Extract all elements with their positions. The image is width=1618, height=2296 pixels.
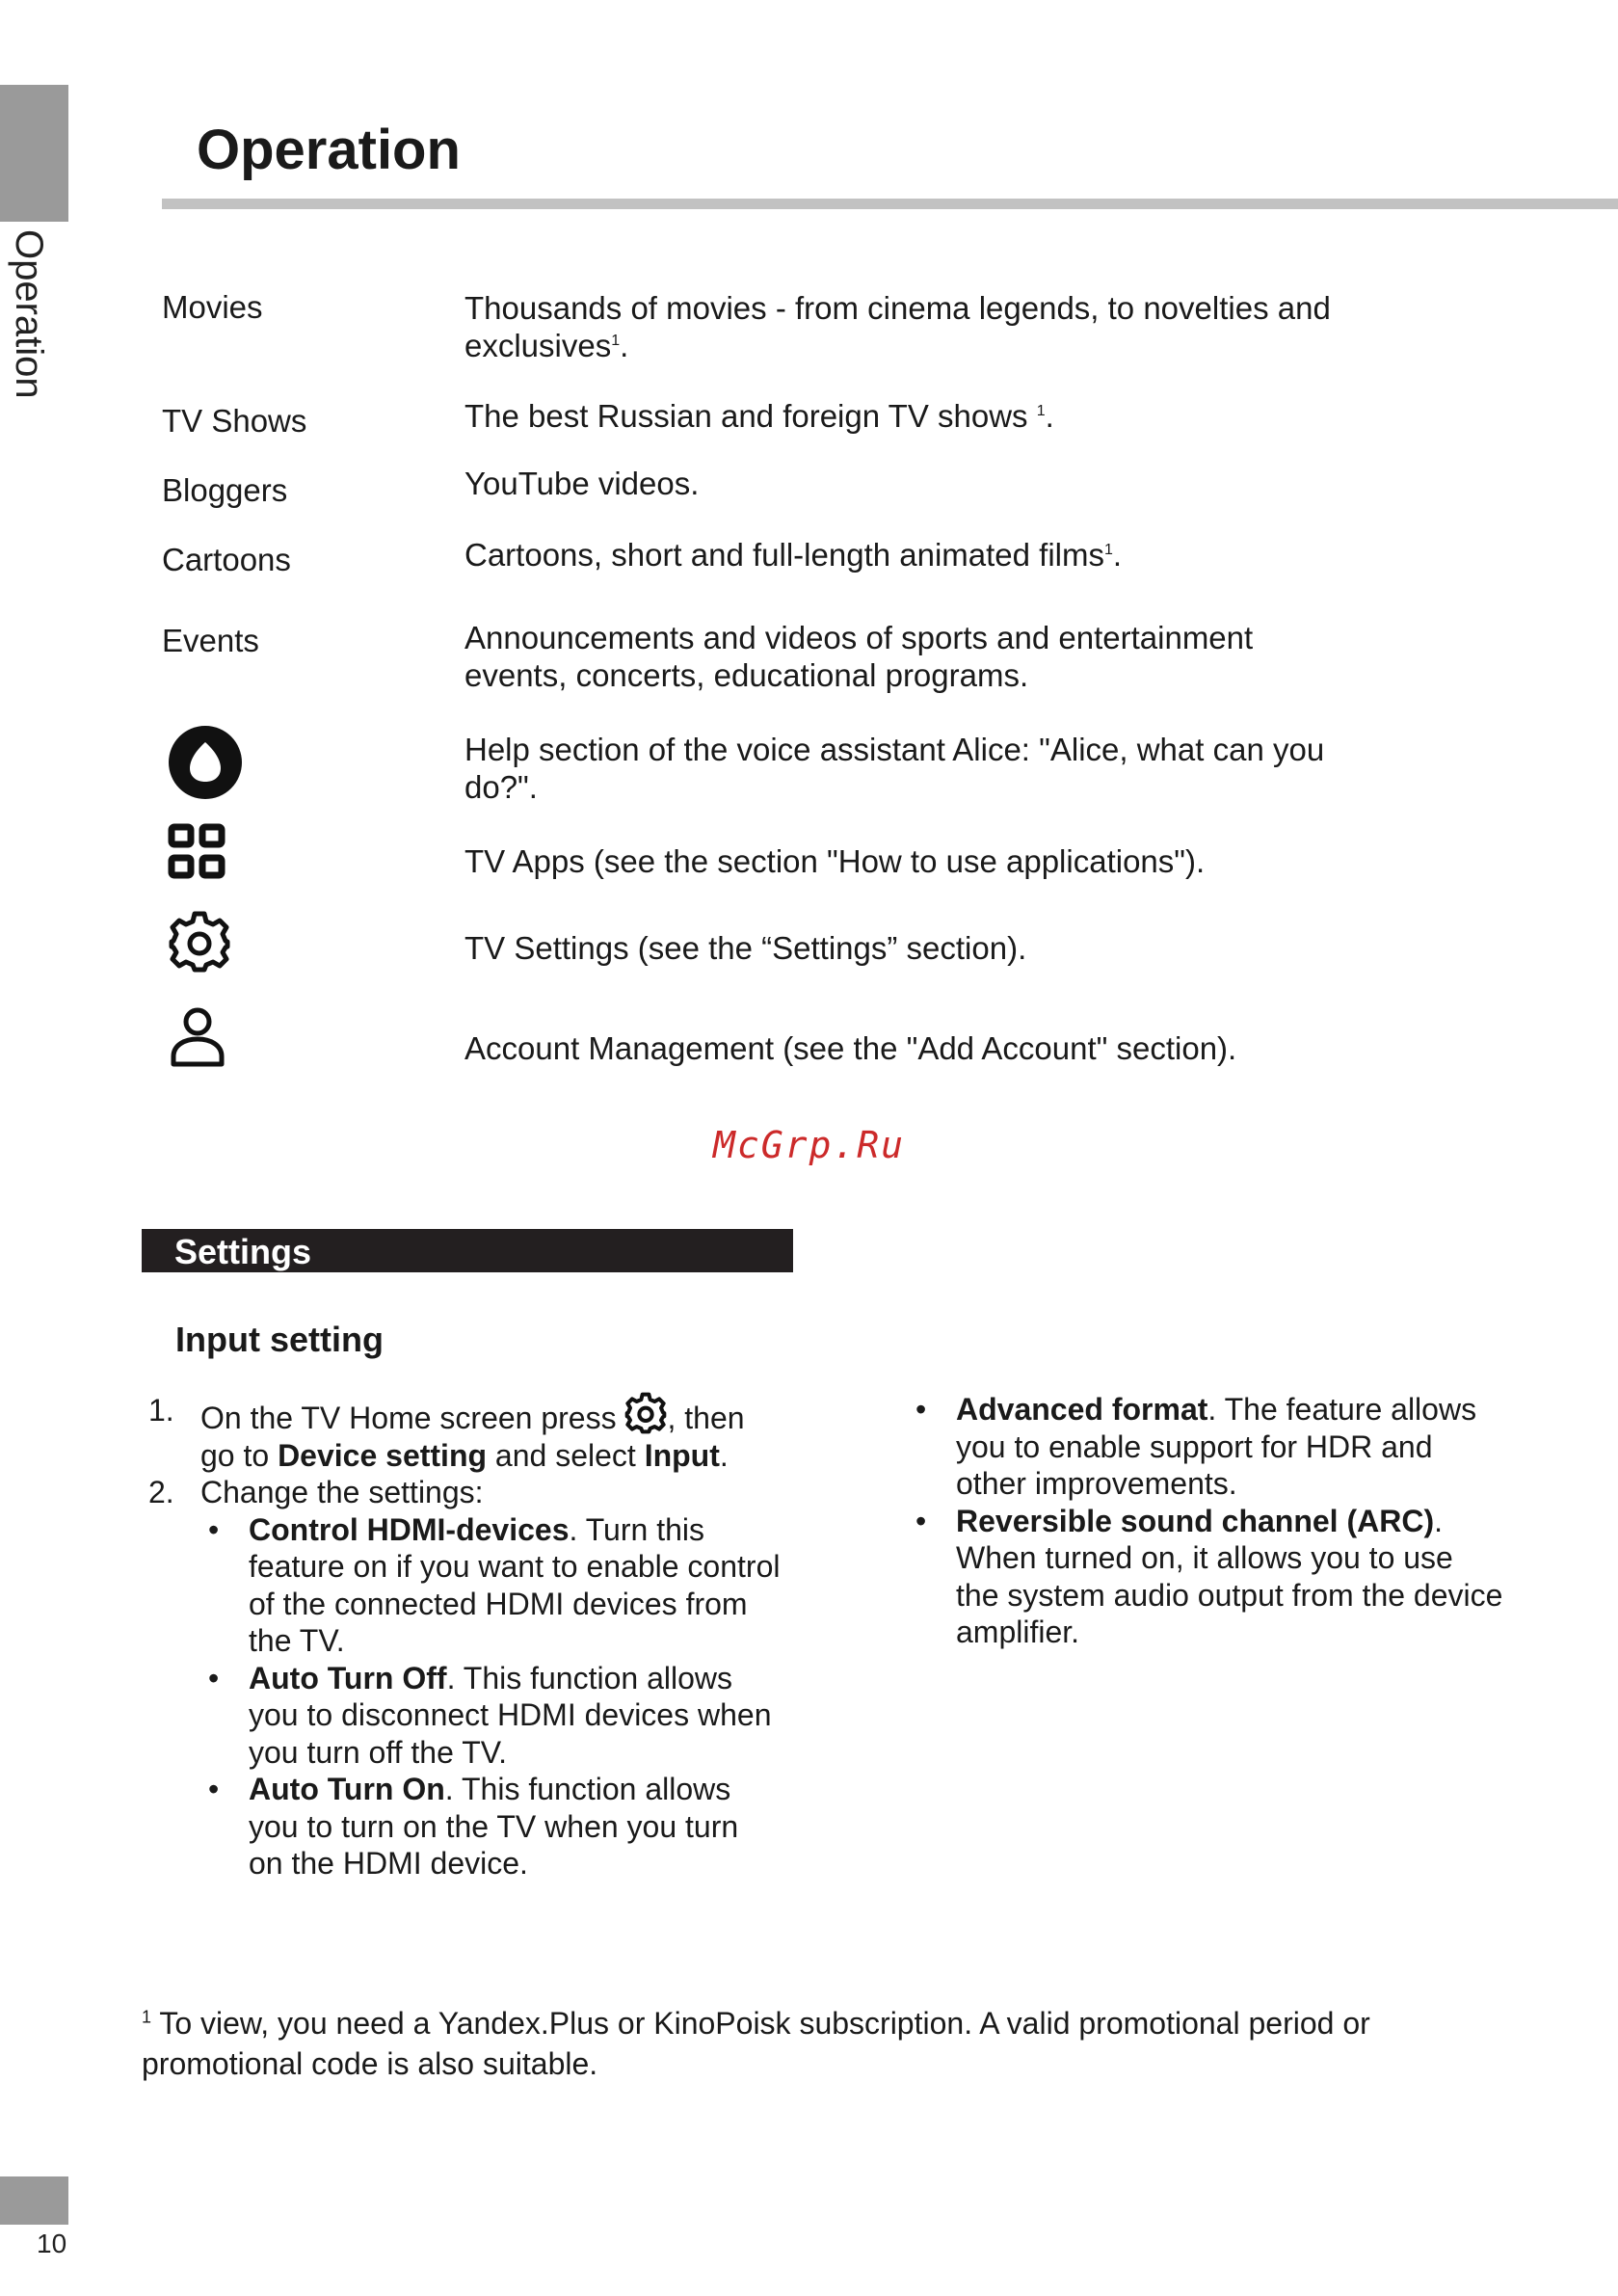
menu-term: TV Shows — [162, 403, 307, 439]
settings-header-band — [142, 1229, 793, 1272]
menu-desc: YouTube videos. — [464, 466, 700, 501]
step-2: 2. Change the settings: — [148, 1475, 484, 1509]
menu-term: Movies — [162, 289, 263, 325]
menu-term: Events — [162, 623, 259, 658]
bullet-auto-turn-off: • Auto Turn Off. This function allows you to disconnect HDMI devices when you turn off the TV. — [208, 1660, 772, 1770]
menu-term: Bloggers — [162, 472, 288, 508]
title-divider — [162, 199, 1618, 209]
page-number-marker — [0, 2176, 68, 2225]
bullet-auto-turn-on: • Auto Turn On. This function allows you to turn on the TV when you turn on the HDMI device. — [208, 1772, 739, 1881]
gear-icon — [624, 1392, 667, 1434]
apps-grid-icon — [168, 823, 227, 886]
watermark: McGrp.Ru — [712, 1124, 906, 1166]
gear-icon — [168, 910, 231, 978]
bullet-advanced-format: • Advanced format. The feature allows you to enable support for HDR and other improvements. — [915, 1392, 1477, 1501]
side-tab-marker — [0, 85, 68, 222]
icon-desc: TV Settings (see the “Settings” section). — [464, 930, 1027, 966]
side-tab-label: Operation — [8, 229, 50, 399]
settings-header: Settings — [174, 1232, 312, 1271]
menu-desc: Announcements and videos of sports and entertainment events, concerts, educational programs. — [464, 620, 1254, 693]
menu-desc: Thousands of movies - from cinema legends, to novelties and exclusives$^1$. — [464, 290, 1331, 363]
input-setting-heading: Input setting — [175, 1320, 384, 1359]
icon-desc: Help section of the voice assistant Alice: "Alice, what can you do?". — [464, 732, 1325, 805]
page-title: Operation — [197, 119, 461, 181]
footnote: $^1$ To view, you need a Yandex.Plus or KinoPoisk subscription. A valid promotional period or promotional code is also suitable. — [142, 2006, 1370, 2081]
icon-desc: Account Management (see the "Add Account" section). — [464, 1030, 1237, 1066]
step-1: 1. On the TV Home screen press , then go to Device setting and select Input. — [148, 1393, 745, 1473]
menu-term: Cartoons — [162, 542, 291, 577]
bullet-control-hdmi: • Control HDMI-devices. Turn this feature on if you want to enable control of the connected HDMI devices from the TV. — [208, 1511, 781, 1658]
left-column — [145, 1392, 781, 1882]
alice-icon — [168, 725, 243, 805]
bullet-arc: • Reversible sound channel (ARC). When turned on, it allows you to use the system audio output from the device amplifier. — [915, 1503, 1503, 1649]
user-icon — [168, 1006, 227, 1075]
page-number: 10 — [37, 2229, 67, 2258]
icon-desc: TV Apps (see the section "How to use applications"). — [464, 843, 1206, 879]
right-column — [906, 1391, 1503, 1651]
menu-desc: The best Russian and foreign TV shows $^1$. — [464, 398, 1054, 434]
menu-desc: Cartoons, short and full-length animated films$^1$. — [464, 537, 1123, 573]
